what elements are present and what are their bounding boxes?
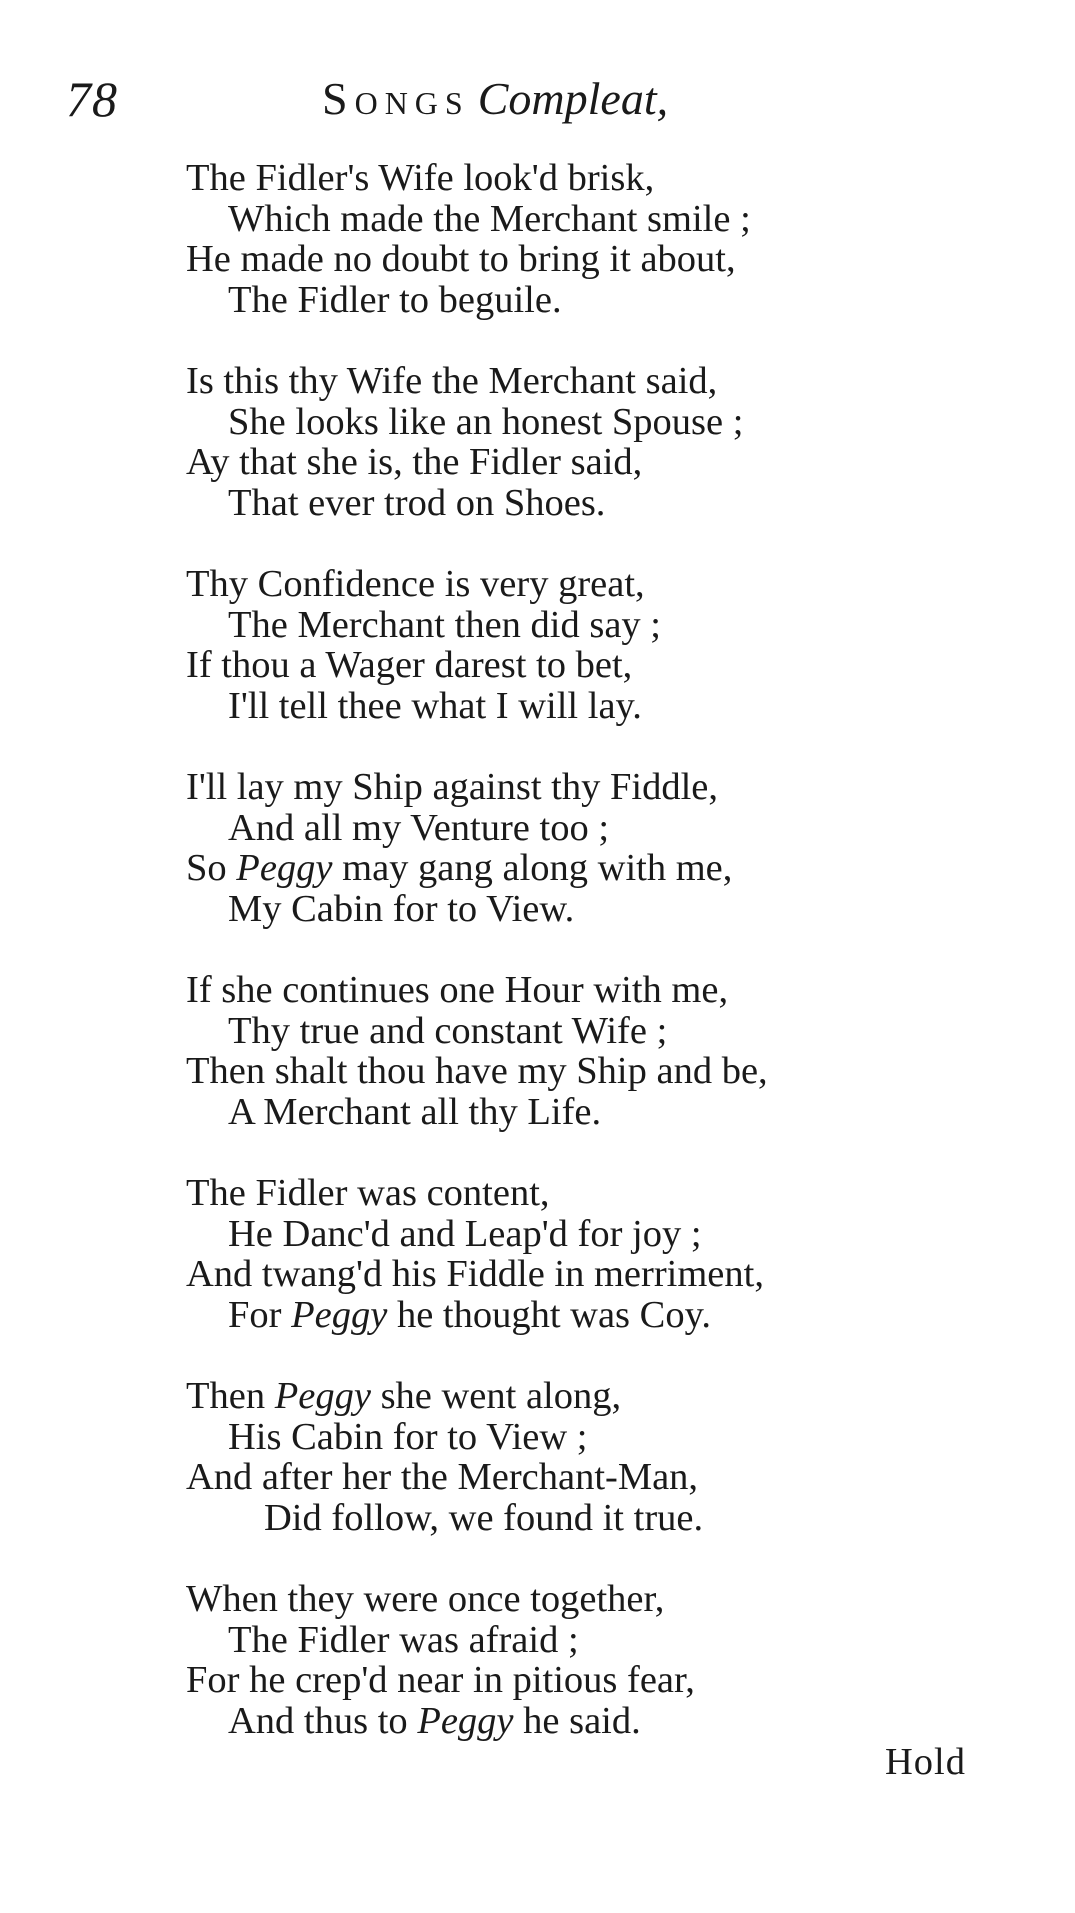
verse-line: He Danc'd and Leap'd for joy ; (228, 1212, 702, 1255)
verse-line: Thy true and constant Wife ; (228, 1009, 668, 1052)
verse-line: Thy Confidence is very great, (186, 563, 645, 605)
verse-line: Which made the Merchant smile ; (228, 197, 751, 240)
stanza (186, 1376, 1006, 1538)
verse-line: When they were once together, (186, 1578, 665, 1620)
verse-line (186, 1701, 1006, 1742)
verse-line: Is this thy Wife the Merchant said, (186, 360, 718, 402)
page-number: 78 (66, 71, 118, 127)
verse-line: And all my Venture too ; (228, 806, 610, 849)
verse-line: The Fidler was afraid ; (228, 1618, 579, 1661)
verse-line: For he crep'd near in pitious fear, (186, 1659, 695, 1701)
italic-name: Peggy (417, 1699, 514, 1742)
line-text: he said. (513, 1699, 641, 1742)
verse-line: I'll tell thee what I will lay. (228, 684, 642, 727)
running-head-italic: Compleat, (477, 73, 669, 124)
verse-line: I'll lay my Ship against thy Fiddle, (186, 766, 719, 808)
stanza (186, 564, 1006, 726)
running-head (322, 72, 668, 125)
verse-line: The Fidler's Wife look'd brisk, (186, 157, 655, 199)
line-text: he thought was Coy. (387, 1293, 711, 1336)
verse-line: And after her the Merchant-Man, (186, 1456, 699, 1498)
stanza (186, 1173, 1006, 1335)
verse-line: The Merchant then did say ; (228, 603, 661, 646)
verse-line: That ever trod on Shoes. (228, 481, 606, 524)
verse-line (186, 848, 1006, 889)
verse-line (186, 1376, 1006, 1417)
stanza (186, 970, 1006, 1132)
verse-line: If thou a Wager darest to bet, (186, 644, 633, 686)
verse-line: If she continues one Hour with me, (186, 969, 729, 1011)
italic-name: Peggy (274, 1375, 371, 1417)
line-text: may gang along with me, (332, 847, 733, 889)
verse-line: His Cabin for to View ; (228, 1415, 588, 1458)
running-head-caps: Songs (322, 73, 470, 124)
stanza (186, 767, 1006, 929)
poem-body (186, 158, 1006, 1782)
stanza (186, 361, 1006, 523)
line-text: Then (186, 1375, 275, 1417)
catchword: Hold (885, 1741, 966, 1783)
stanza (186, 1579, 1006, 1741)
line-text: So (186, 847, 237, 889)
line-text: And thus to (228, 1699, 418, 1742)
verse-line: A Merchant all thy Life. (228, 1090, 602, 1133)
verse-line: She looks like an honest Spouse ; (228, 400, 744, 443)
verse-line: Then shalt thou have my Ship and be, (186, 1050, 768, 1092)
verse-line: Ay that she is, the Fidler said, (186, 441, 643, 483)
line-text: For (228, 1293, 292, 1336)
verse-line (186, 1295, 1006, 1336)
italic-name: Peggy (236, 847, 333, 889)
verse-line: Did follow, we found it true. (264, 1496, 704, 1539)
verse-line: And twang'd his Fiddle in merriment, (186, 1253, 764, 1295)
verse-line: My Cabin for to View. (228, 887, 575, 930)
italic-name: Peggy (291, 1293, 388, 1336)
line-text: she went along, (370, 1375, 622, 1417)
stanza (186, 158, 1006, 320)
verse-line: The Fidler was content, (186, 1172, 550, 1214)
verse-line: The Fidler to beguile. (228, 278, 562, 321)
verse-line: He made no doubt to bring it about, (186, 238, 736, 280)
